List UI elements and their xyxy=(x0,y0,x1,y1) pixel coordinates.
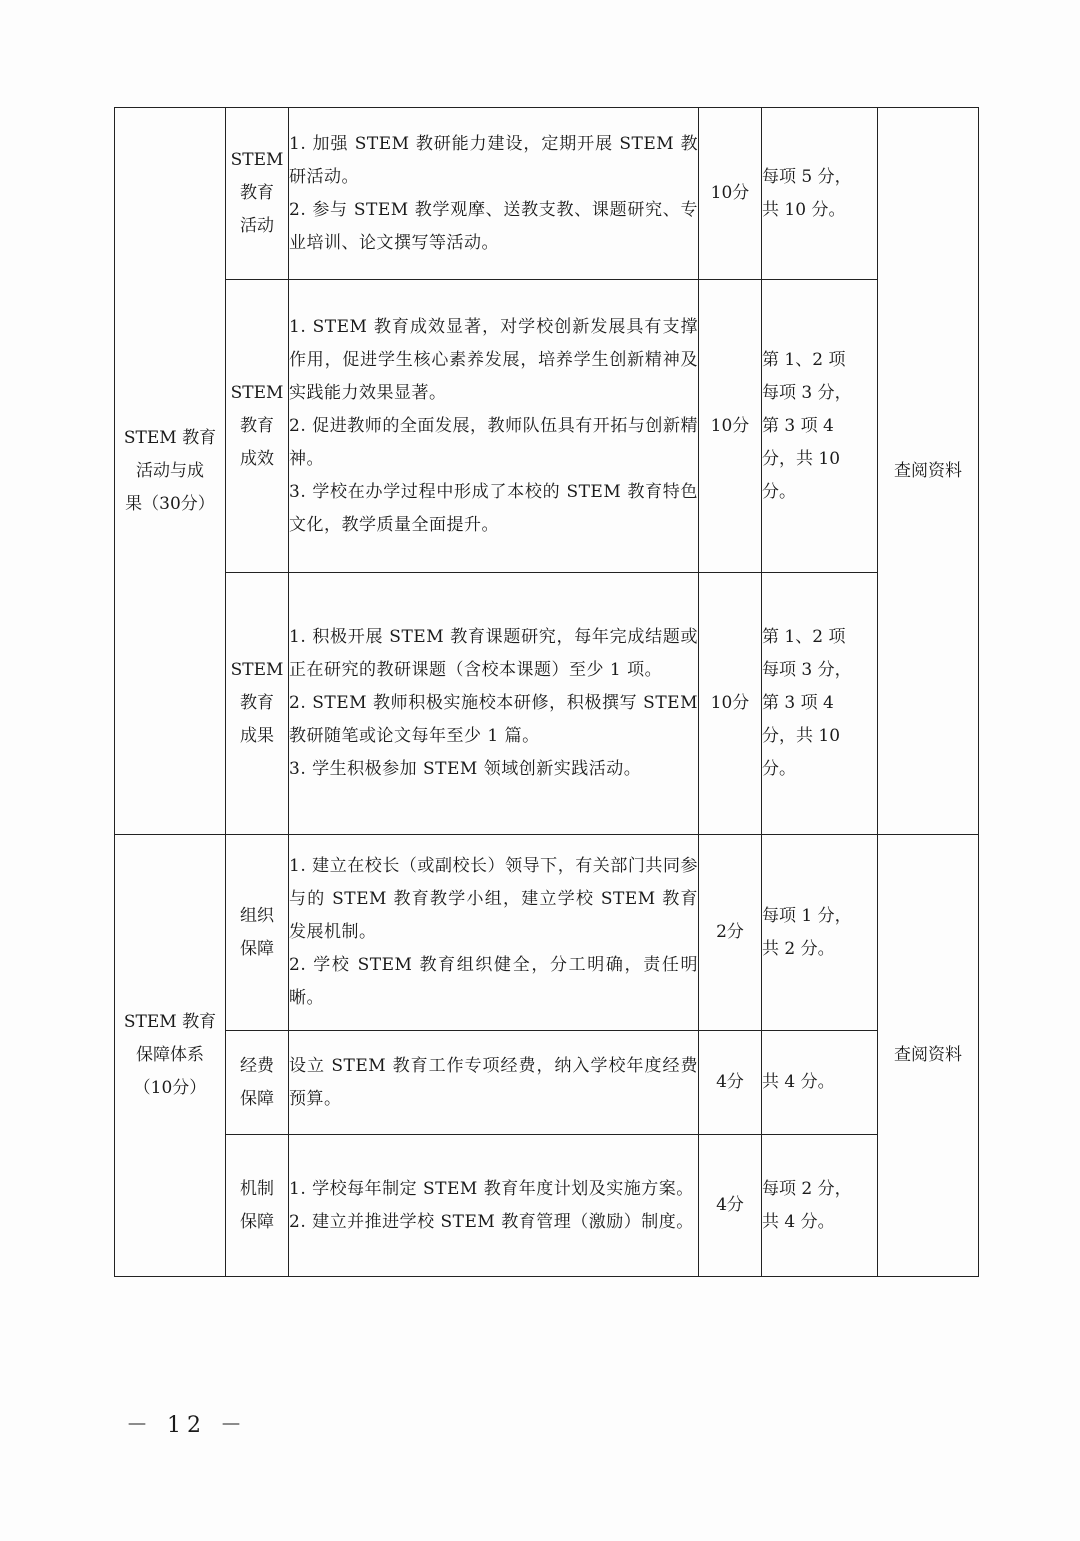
table-row xyxy=(115,1135,979,1277)
verification-cell: 查阅资料 xyxy=(878,108,979,835)
criteria-cell: 1. 学校每年制定 STEM 教育年度计划及实施方案。 2. 建立并推进学校 STEM 教育管理（激励）制度。 xyxy=(289,1135,699,1277)
points-cell: 2分 xyxy=(699,835,762,1031)
evaluation-table xyxy=(114,107,979,1277)
scoring-cell: 共 4 分。 xyxy=(762,1031,878,1135)
criteria-cell: 1. 加强 STEM 教研能力建设，定期开展 STEM 教研活动。 2. 参与 STEM 教学观摩、送教支教、课题研究、专业培训、论文撰写等活动。 xyxy=(289,108,699,280)
scoring-cell: 第 1、2 项 每项 3 分， 第 3 项 4 分，共 10 分。 xyxy=(762,573,878,835)
scoring-cell: 每项 5 分， 共 10 分。 xyxy=(762,108,878,280)
table-row xyxy=(115,573,979,835)
criteria-cell: 1. 建立在校长（或副校长）领导下，有关部门共同参与的 STEM 教育教学小组，建立学校 STEM 教育发展机制。 2. 学校 STEM 教育组织健全，分工明确，责任明晰。 xyxy=(289,835,699,1031)
subcategory-cell: 经费 保障 xyxy=(226,1031,289,1135)
points-cell: 10分 xyxy=(699,573,762,835)
page-number: － 12 － xyxy=(126,1413,248,1438)
scoring-cell: 每项 1 分， 共 2 分。 xyxy=(762,835,878,1031)
points-cell: 4分 xyxy=(699,1031,762,1135)
subcategory-cell: STEM 教育 成效 xyxy=(226,280,289,573)
scoring-cell: 第 1、2 项 每项 3 分， 第 3 项 4 分，共 10 分。 xyxy=(762,280,878,573)
table-row xyxy=(115,108,979,280)
category-cell: STEM 教育 保障体系 （10分） xyxy=(115,835,226,1277)
subcategory-cell: STEM 教育 活动 xyxy=(226,108,289,280)
criteria-cell: 设立 STEM 教育工作专项经费，纳入学校年度经费预算。 xyxy=(289,1031,699,1135)
subcategory-cell: 机制 保障 xyxy=(226,1135,289,1277)
subcategory-cell: 组织 保障 xyxy=(226,835,289,1031)
subcategory-cell: STEM 教育 成果 xyxy=(226,573,289,835)
points-cell: 10分 xyxy=(699,280,762,573)
scoring-cell: 每项 2 分， 共 4 分。 xyxy=(762,1135,878,1277)
verification-cell: 查阅资料 xyxy=(878,835,979,1277)
criteria-cell: 1. STEM 教育成效显著，对学校创新发展具有支撑作用，促进学生核心素养发展，培养学生创新精神及实践能力效果显著。 2. 促进教师的全面发展，教师队伍具有开拓与创新精神。 3. 学校在办学过程中形成了本校的 STEM 教育特色文化，教学质量全面提升。 xyxy=(289,280,699,573)
table-row xyxy=(115,280,979,573)
points-cell: 10分 xyxy=(699,108,762,280)
table-row xyxy=(115,1031,979,1135)
category-cell: STEM 教育 活动与成 果（30分） xyxy=(115,108,226,835)
table-row xyxy=(115,835,979,1031)
criteria-cell: 1. 积极开展 STEM 教育课题研究，每年完成结题或正在研究的教研课题（含校本课题）至少 1 项。 2. STEM 教师积极实施校本研修，积极撰写 STEM 教研随笔或论文每年至少 1 篇。 3. 学生积极参加 STEM 领域创新实践活动。 xyxy=(289,573,699,835)
points-cell: 4分 xyxy=(699,1135,762,1277)
